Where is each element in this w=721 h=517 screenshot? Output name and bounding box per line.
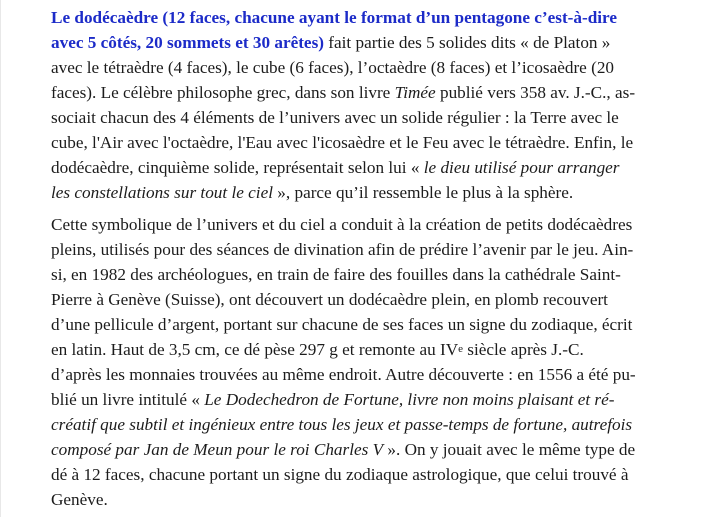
line-text: ». On y jouait avec le même type de (383, 440, 636, 459)
quotation: les constellations sur tout le ciel (51, 183, 273, 202)
lead-statement: Le dodécaèdre (12 faces, chacune ayant le format d’un pentagone c’est-à-dire (51, 8, 617, 27)
quotation: le dieu utilisé pour arranger (423, 158, 620, 177)
text-line: Cette symbolique de l’univers et du ciel a conduit à la création de petits dodécaèdres (51, 215, 633, 234)
text-line (51, 388, 614, 412)
text-line: sociait chacun des 4 éléments de l’univers avec un solide régulier : la Terre avec le (51, 108, 619, 127)
book-title: Timée (394, 83, 436, 102)
document-page (1, 0, 721, 517)
book-title: composé par Jan de Meun pour le roi Charles V (51, 440, 384, 459)
text-line (51, 156, 620, 180)
lead-statement: avec 5 côtés, 20 sommets et 30 arêtes) (51, 33, 324, 52)
text-line (51, 31, 610, 55)
text-line: Genève. (51, 490, 108, 509)
line-text: blié un livre intitulé « (51, 390, 205, 409)
text-line (51, 413, 632, 437)
text-line: pleins, utilisés pour des séances de divination afin de prédire l’avenir par le jeu. Ain- (51, 240, 634, 259)
line-text: faces). Le célèbre philosophe grec, dans son livre (51, 83, 395, 102)
line-text: siècle après J.-C. (463, 340, 584, 359)
text-line: cube, l'Air avec l'octaèdre, l'Eau avec l'icosaèdre et le Feu avec le tétraèdre. Enfin, le (51, 133, 634, 152)
text-line: Pierre à Genève (Suisse), ont découvert un dodécaèdre plein, en plomb recouvert (51, 290, 608, 309)
line-text: dodécaèdre, cinquième solide, représentait selon lui « (51, 158, 424, 177)
line-text: », parce qu’il ressemble le plus à la sphère. (272, 183, 574, 202)
line-text: en latin. Haut de 3,5 cm, ce dé pèse 297 g et remonte au IV (51, 340, 459, 359)
ordinal-superscript: e (458, 343, 463, 355)
text-line (51, 181, 573, 205)
book-title: créatif que subtil et ingénieux entre tous les jeux et passe-temps de fortune, autrefois (51, 415, 633, 434)
text-line: d’après les monnaies trouvées au même endroit. Autre découverte : en 1556 a été pu- (51, 365, 636, 384)
text-line (51, 338, 584, 362)
line-text: fait partie des 5 solides dits « de Platon » (323, 33, 611, 52)
book-title: Le Dodechedron de Fortune, livre non moins plaisant et ré- (204, 390, 615, 409)
text-line: dé à 12 faces, chacune portant un signe du zodiaque astrologique, que celui trouvé à (51, 465, 629, 484)
text-line (51, 81, 635, 105)
text-line: si, en 1982 des archéologues, en train de faire des fouilles dans la cathédrale Saint- (51, 265, 621, 284)
line-text: publié vers 358 av. J.-C., as- (435, 83, 636, 102)
text-line: d’une pellicule d’argent, portant sur chacune de ses faces un signe du zodiaque, écrit (51, 315, 633, 334)
text-line: avec le tétraèdre (4 faces), le cube (6 faces), l’octaèdre (8 faces) et l’icosaèdre (20 (51, 58, 615, 77)
text-line (51, 438, 635, 462)
text-line (51, 6, 617, 30)
